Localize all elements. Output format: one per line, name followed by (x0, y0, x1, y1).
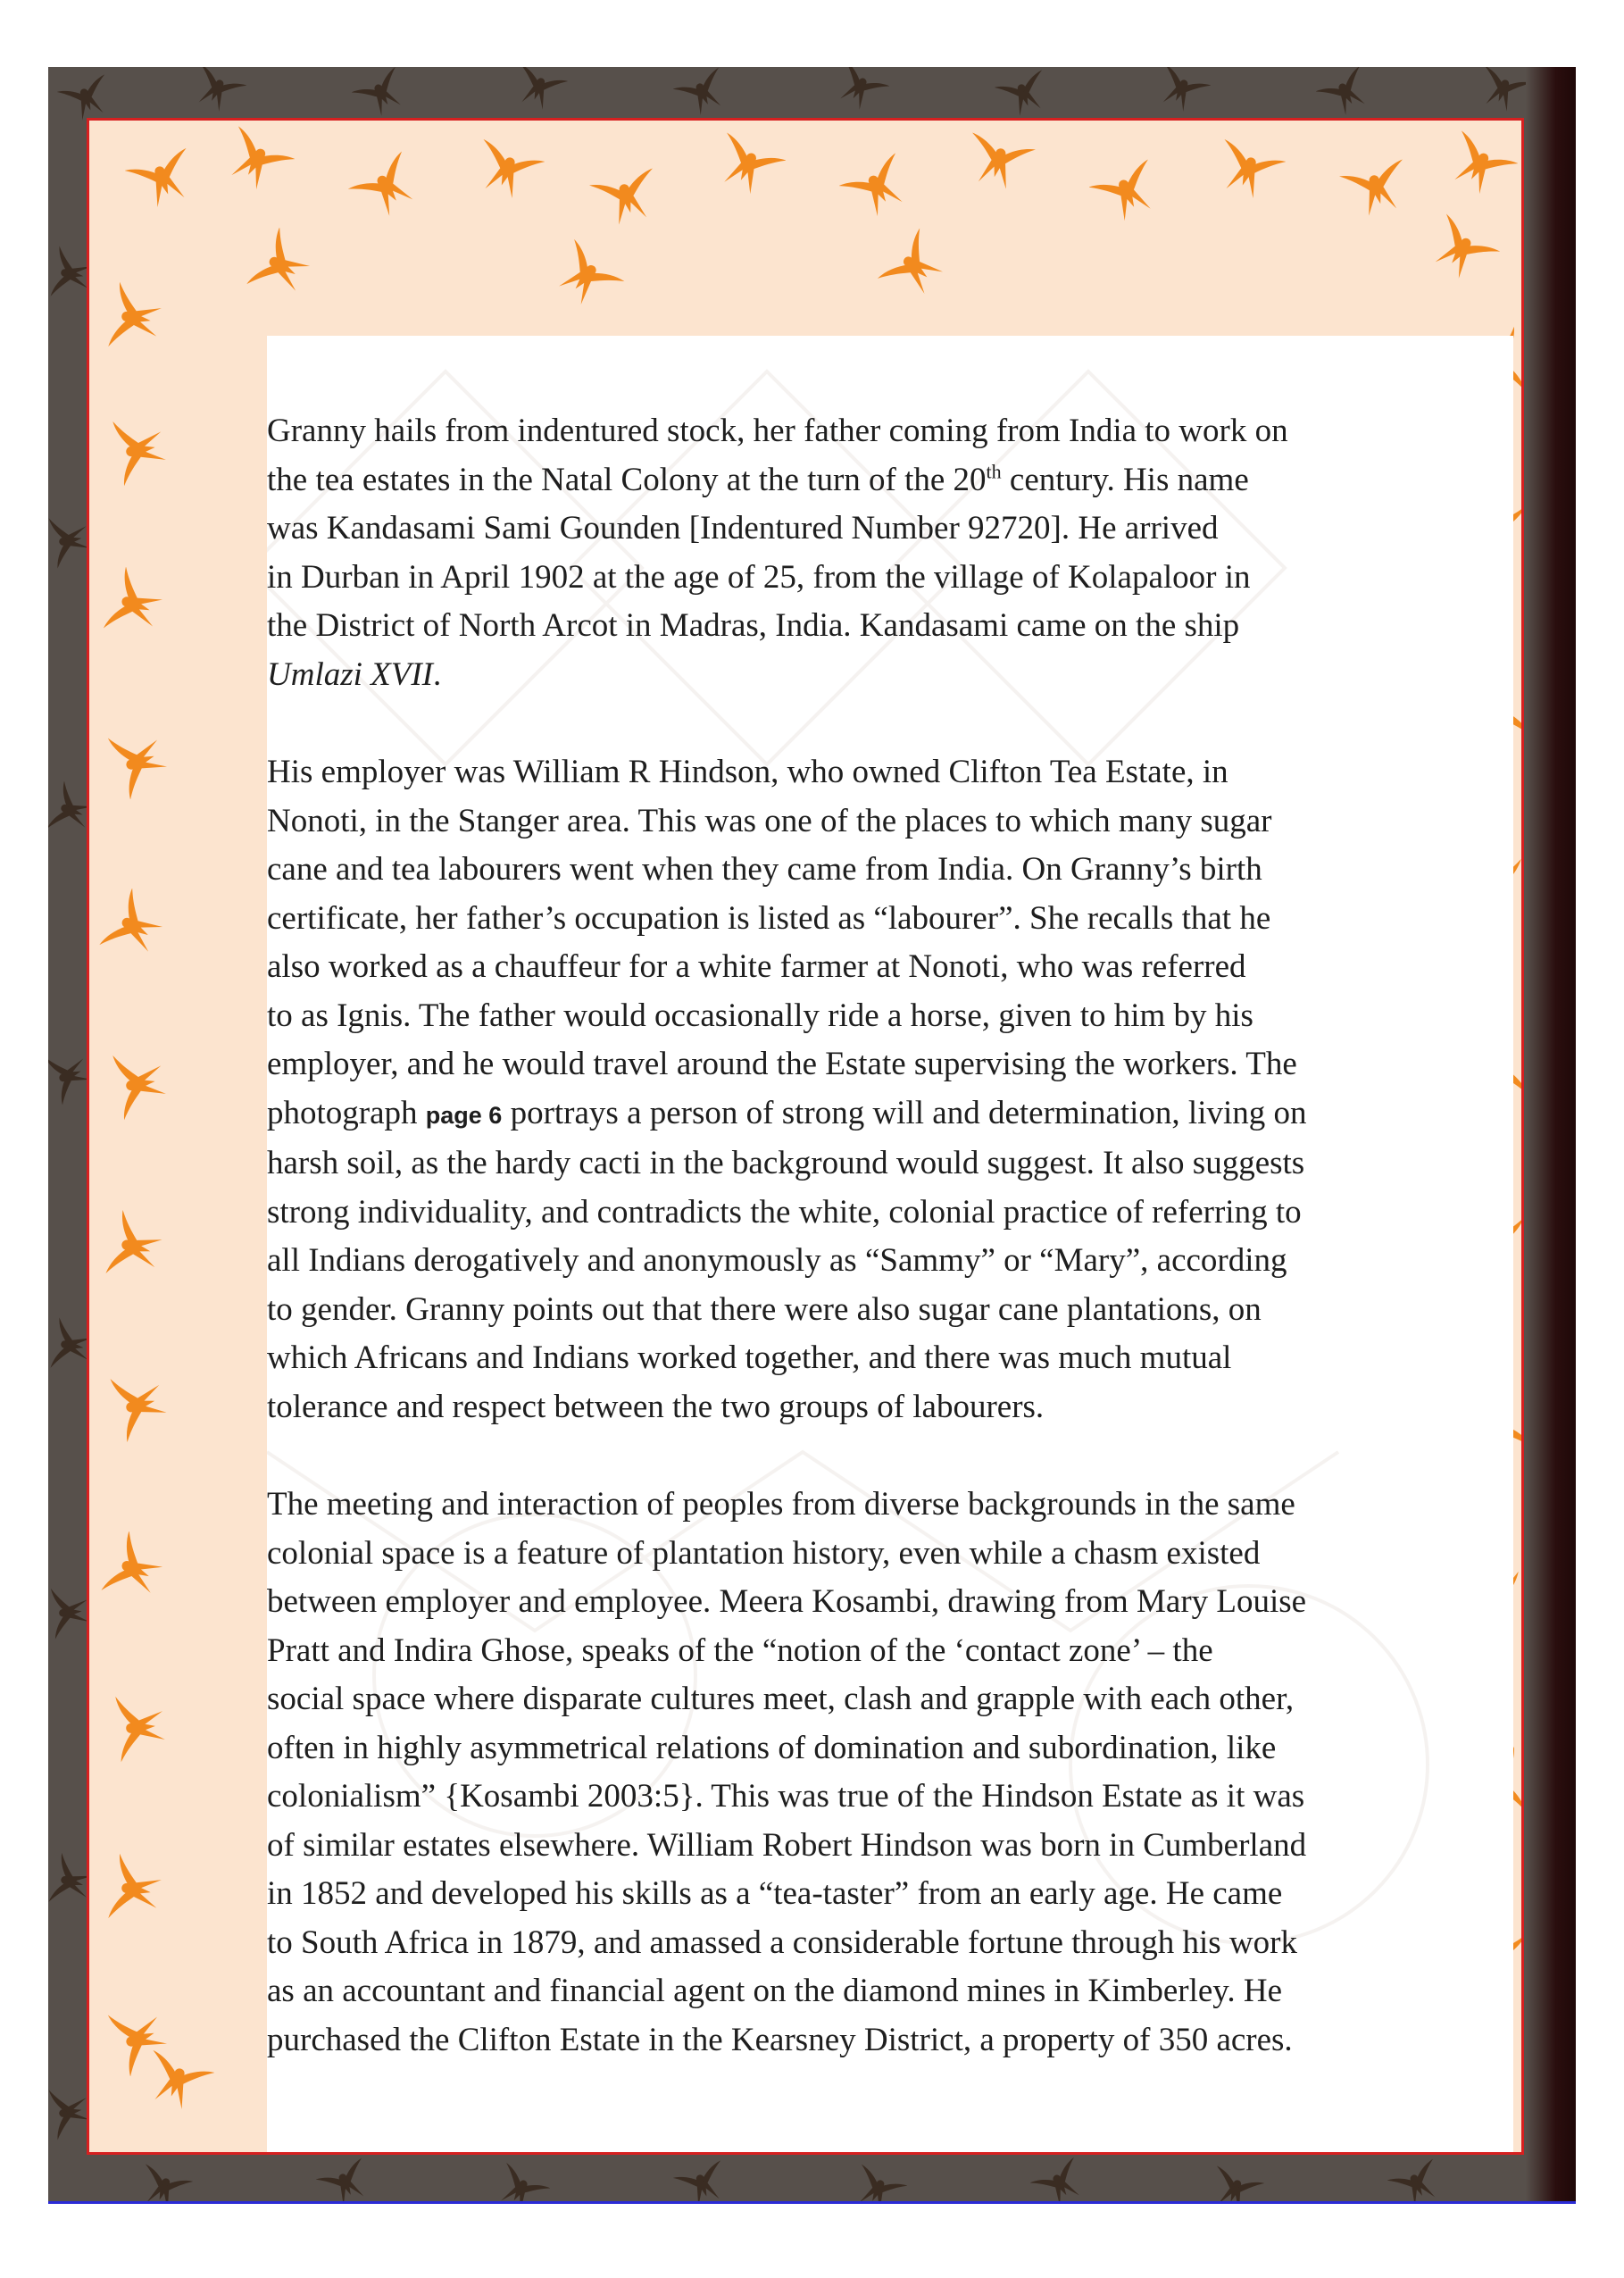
swallow-bird-icon (241, 228, 312, 299)
swallow-bird-icon (512, 67, 568, 112)
text-line: certificate, her father’s occupation is listed as “labourer”. She recalls that he (267, 899, 1271, 937)
text-line: in Durban in April 1902 at the age of 25, from the village of Kolapaloor in (267, 558, 1251, 596)
swallow-bird-icon (1428, 210, 1500, 281)
swallow-bird-icon (1155, 67, 1211, 113)
text-line: strong individuality, and contradicts the white, colonial practice of referring to (267, 1193, 1302, 1231)
text-line: the District of North Arcot in Madras, India. Kandasami came on the ship (267, 607, 1240, 644)
text-line: in 1852 and developed his skills as a “tea-taster” from an early age. He came (267, 1875, 1283, 1912)
right-edge-shadow (1526, 67, 1576, 2201)
swallow-bird-icon (57, 67, 112, 122)
text-line: tolerance and respect between the two groups of labourers. (267, 1388, 1045, 1425)
text-line: all Indians derogatively and anonymously as “Sammy” or “Mary”, according (267, 1242, 1287, 1279)
swallow-bird-icon (964, 121, 1036, 192)
swallow-bird-icon (98, 1692, 170, 1764)
swallow-bird-icon (1316, 67, 1371, 117)
text-line (267, 651, 1513, 700)
swallow-bird-icon (98, 1049, 170, 1121)
text-line: The meeting and interaction of peoples from diverse backgrounds in the same (267, 1486, 1295, 1523)
swallow-bird-icon (137, 2157, 193, 2201)
text-line: His employer was William R Hindson, who owned Clifton Tea Estate, in (267, 754, 1228, 790)
swallow-bird-icon (1339, 147, 1411, 219)
text-line: of similar estates elsewhere. William Robert Hindson was born in Cumberland (267, 1826, 1307, 1864)
swallow-bird-icon (94, 567, 165, 638)
text-line: harsh soil, as the hardy cacti in the background would suggest. It also suggests (267, 1145, 1305, 1181)
text-fragment: the tea estates in the Natal Colony at the turn of the 20 (267, 461, 987, 498)
text-line: which Africans and Indians worked together, and there was much mutual (267, 1339, 1232, 1376)
text-fragment: . (433, 655, 442, 693)
bottom-rule (48, 2201, 1576, 2204)
swallow-bird-icon (94, 1531, 165, 1603)
swallow-bird-icon (1089, 152, 1161, 223)
swallow-bird-icon (352, 67, 407, 118)
text-line: colonialism” {Kosambi 2003:5}. This was true of the Hindson Estate as it was (267, 1778, 1305, 1815)
superscript: th (986, 460, 1002, 483)
swallow-bird-icon (125, 138, 196, 210)
swallow-bird-icon (1214, 129, 1286, 201)
swallow-bird-icon (1030, 2153, 1086, 2201)
swallow-bird-icon (554, 237, 625, 308)
text-line: also worked as a chauffeur for a white farmer at Nonoti, who was referred (267, 948, 1246, 985)
swallow-bird-icon (1446, 125, 1518, 196)
text-line: to gender. Granny points out that there were also sugar cane plantations, on (267, 1290, 1262, 1328)
text-line: purchased the Clifton Estate in the Kearsney District, a property of 350 acres. (267, 2021, 1293, 2058)
swallow-bird-icon (473, 129, 545, 201)
paragraph-1 (267, 407, 1513, 699)
text-line: often in highly asymmetrical relations of domination and subordination, like (267, 1729, 1277, 1766)
outer-frame (48, 67, 1576, 2201)
text-line: cane and tea labourers went when they came from India. On Granny’s birth (267, 851, 1262, 888)
text-line: Nonoti, in the Stanger area. This was one of the places to which many sugar (267, 802, 1272, 839)
paragraph-3 (267, 1481, 1513, 2065)
swallow-bird-icon (673, 2153, 729, 2201)
swallow-bird-icon (1477, 67, 1532, 113)
page-reference: page 6 (425, 1101, 503, 1129)
swallow-bird-icon (94, 889, 165, 960)
swallow-bird-icon (94, 1210, 165, 1281)
swallow-bird-icon (875, 228, 946, 299)
swallow-bird-icon (1387, 2153, 1443, 2201)
swallow-bird-icon (839, 147, 911, 219)
text-line: as an accountant and financial agent on the diamond mines in Kimberley. He (267, 1973, 1283, 2009)
text-line: colonial space is a feature of plantation history, even while a chasm existed (267, 1534, 1261, 1572)
swallow-bird-icon (714, 125, 786, 196)
swallow-bird-icon (589, 156, 661, 228)
swallow-bird-icon (852, 2158, 907, 2201)
swallow-bird-icon (348, 147, 420, 219)
swallow-bird-icon (995, 67, 1050, 118)
paragraph-2 (267, 748, 1513, 1431)
swallow-bird-icon (223, 121, 295, 192)
swallow-bird-icon (94, 1853, 165, 1924)
text-fragment: photograph (267, 1094, 426, 1131)
swallow-bird-icon (673, 67, 729, 117)
text-line: was Kandasami Sami Gounden [Indentured Number 92720]. He arrived (267, 510, 1219, 547)
swallow-bird-icon (98, 415, 170, 487)
ship-name: Umlazi XVII (267, 655, 433, 693)
text-line (267, 456, 1513, 505)
text-page (267, 336, 1513, 2155)
swallow-bird-icon (1209, 2158, 1264, 2201)
swallow-bird-icon (98, 728, 170, 799)
swallow-bird-icon (316, 2152, 371, 2201)
swallow-bird-icon (495, 2158, 550, 2201)
swallow-bird-icon (143, 2040, 214, 2112)
text-line (267, 1089, 1513, 1140)
body-text (267, 407, 1513, 2114)
swallow-bird-icon (98, 1371, 170, 1442)
text-line: to South Africa in 1879, and amassed a considerable fortune through his work (267, 1923, 1297, 1961)
swallow-bird-icon (191, 67, 246, 113)
swallow-bird-icon (834, 67, 889, 112)
swallow-bird-icon (94, 281, 165, 353)
text-fragment: century. His name (1001, 461, 1249, 498)
text-line: Pratt and Indira Ghose, speaks of the “notion of the ‘contact zone’ – the (267, 1631, 1213, 1669)
text-line: between employer and employee. Meera Kosambi, drawing from Mary Louise (267, 1583, 1307, 1620)
text-line: employer, and he would travel around the Estate supervising the workers. The (267, 1046, 1297, 1082)
decorative-panel (87, 118, 1524, 2155)
text-fragment: portrays a person of strong will and determination, living on (502, 1094, 1307, 1131)
text-line: social space where disparate cultures meet, clash and grapple with each other, (267, 1681, 1295, 1717)
text-line: to as Ignis. The father would occasionally ride a horse, given to him by his (267, 997, 1253, 1034)
text-line: Granny hails from indentured stock, her father coming from India to work on (267, 413, 1288, 449)
